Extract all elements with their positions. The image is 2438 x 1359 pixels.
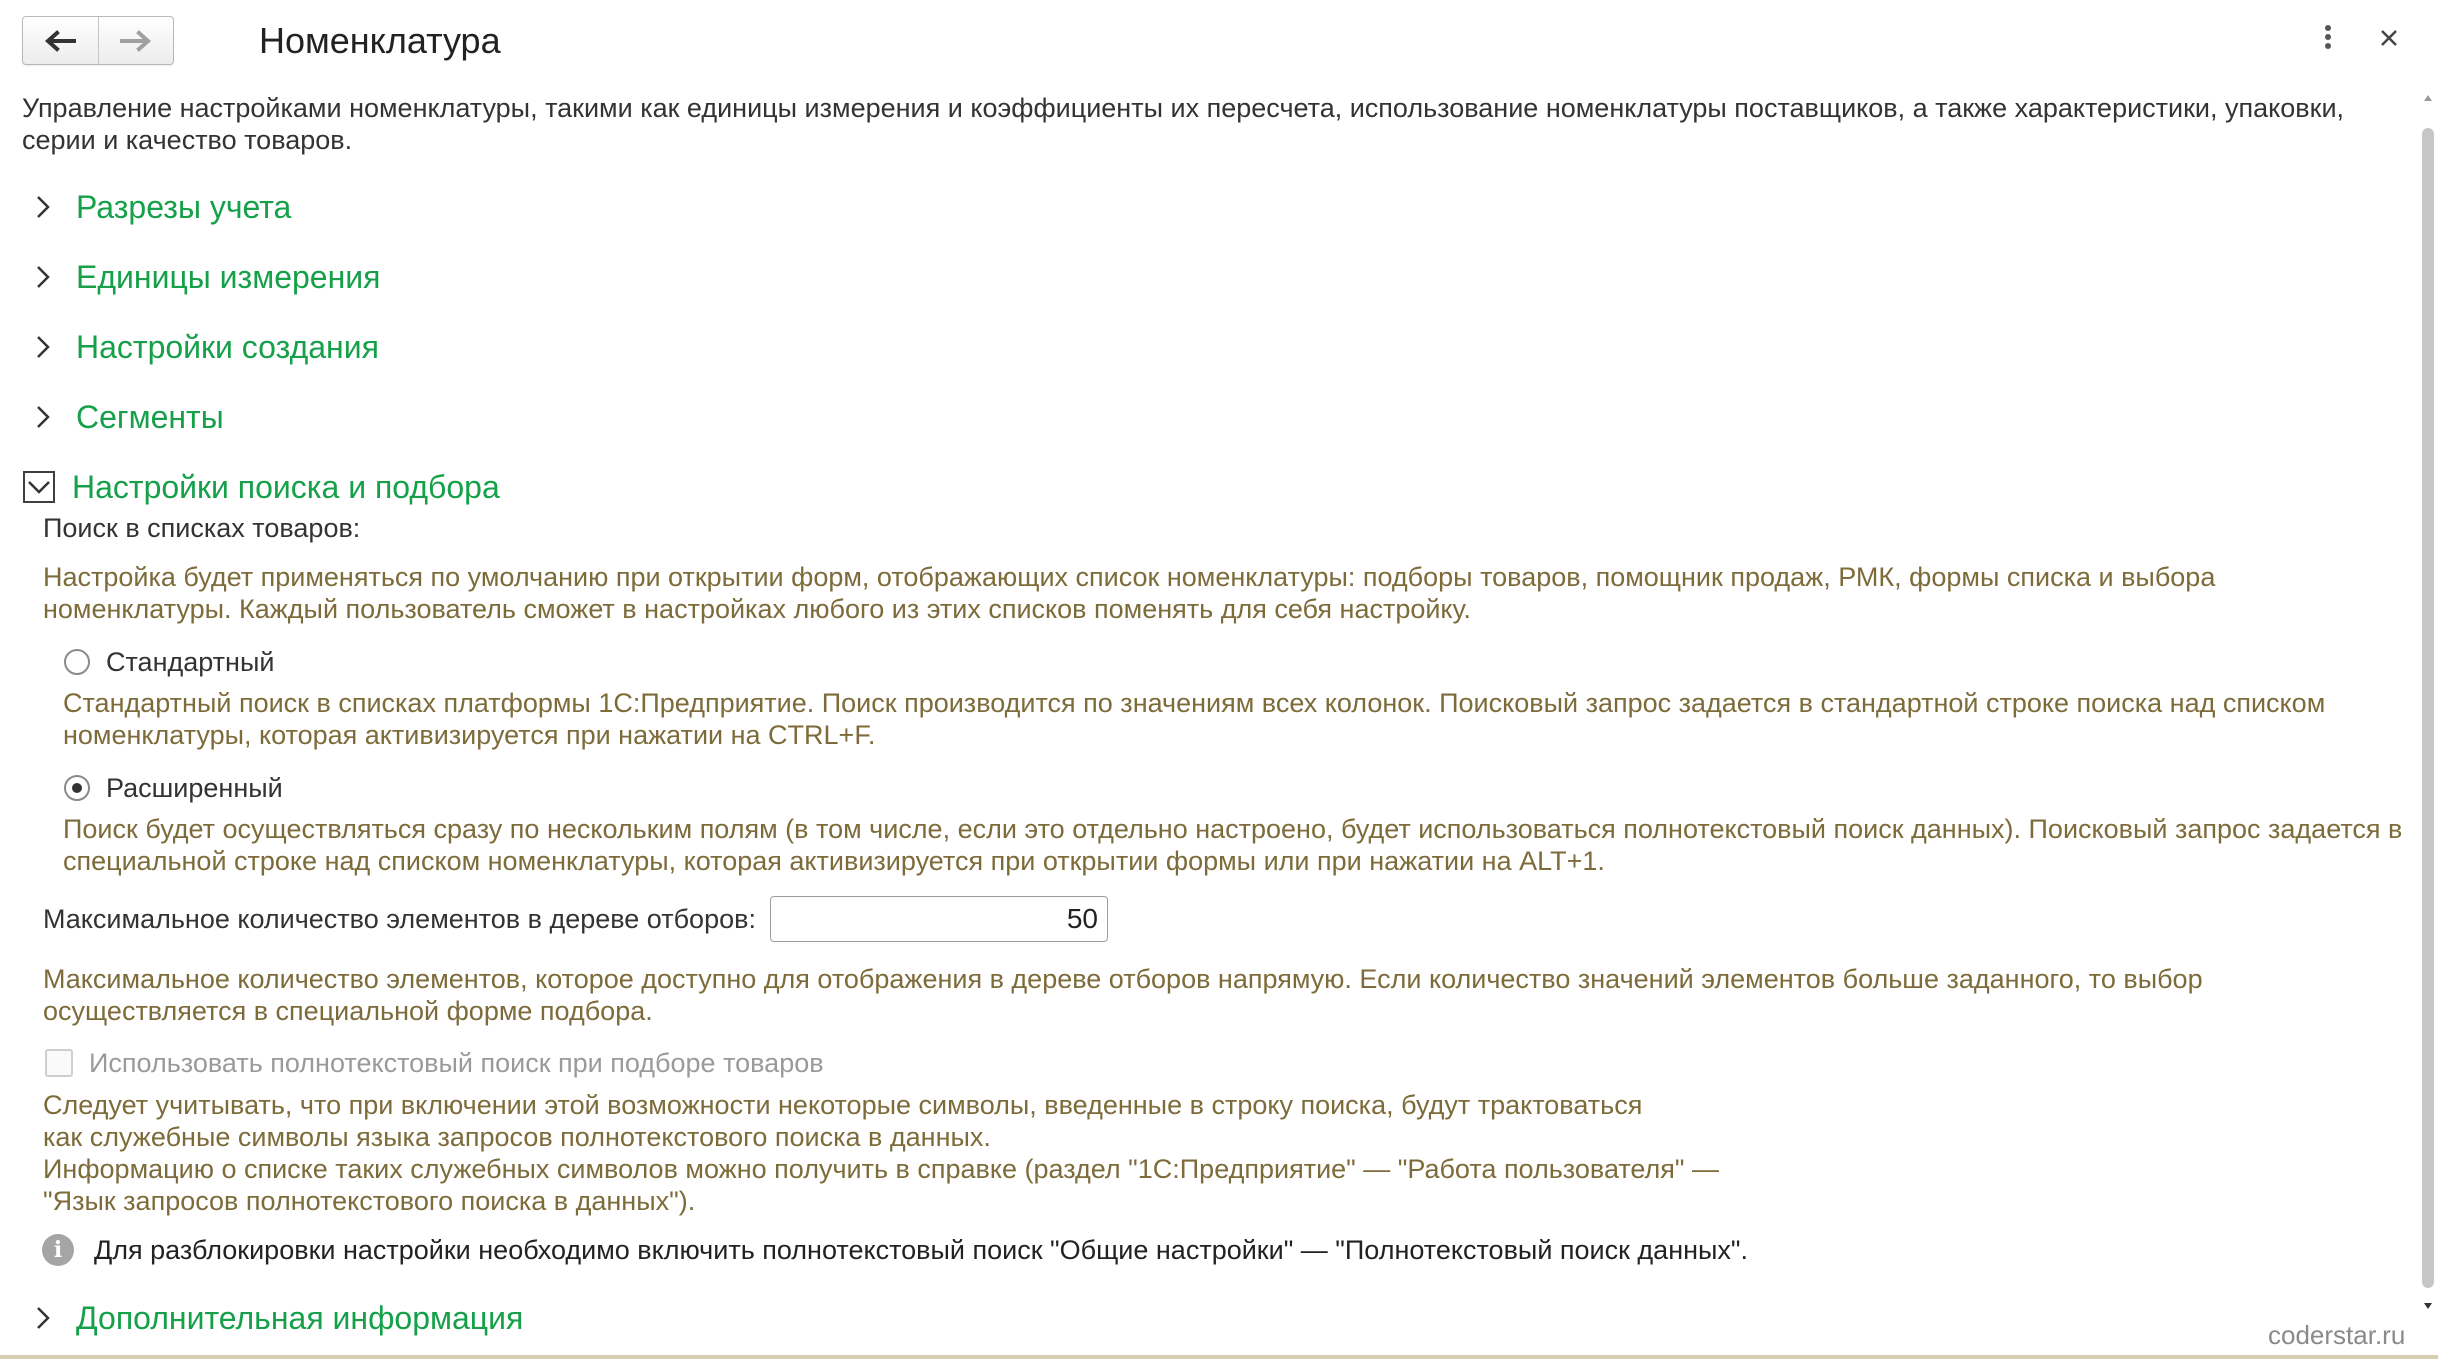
navigation-buttons bbox=[22, 16, 174, 65]
fulltext-note-line: как служебные символы языка запросов полнотекстового поиска в данных. bbox=[43, 1122, 991, 1152]
radio-standard[interactable] bbox=[64, 646, 274, 678]
close-icon bbox=[2376, 22, 2402, 52]
group-nastroyki-sozdaniya[interactable] bbox=[30, 325, 379, 369]
arrow-left-icon bbox=[44, 30, 76, 52]
radio-standard-note: Стандартный поиск в списках платформы 1С:Предприятие. Поиск производится по значениям всех колонок. Поисковый запрос задается в стандартной строке поиска над списком номенклатуры, которая активизируется при нажатии на CTRL+F. bbox=[63, 688, 2326, 750]
fulltext-note-line: Следует учитывать, что при включении этой возможности некоторые символы, введенные в строку поиска, будут трактоваться bbox=[43, 1090, 1643, 1120]
max-items-note: Максимальное количество элементов, которое доступно для отображения в дереве отборов напрямую. Если количество значений элементов больше заданного, то выбор осуществляется в специальной форме подбора. bbox=[43, 964, 2203, 1026]
info-icon: i bbox=[42, 1234, 74, 1266]
scroll-down-icon[interactable] bbox=[2422, 1300, 2434, 1312]
group-label: Настройки создания bbox=[76, 328, 379, 365]
window-title: Номенклатура bbox=[259, 20, 501, 61]
group-razrezy-ucheta[interactable] bbox=[30, 185, 291, 229]
fulltext-note-line: "Язык запросов полнотекстового поиска в данных"). bbox=[43, 1186, 696, 1216]
max-items-input[interactable]: 50 bbox=[770, 896, 1108, 942]
back-button[interactable] bbox=[23, 17, 98, 64]
info-text: Для разблокировки настройки необходимо включить полнотекстовый поиск "Общие настройки" — "Полнотекстовый поиск данных". bbox=[94, 1235, 1749, 1265]
radio-standard-label: Стандартный bbox=[106, 647, 275, 677]
watermark: coderstar.ru bbox=[2268, 1320, 2406, 1350]
chevron-down-icon bbox=[23, 471, 55, 503]
bottom-border bbox=[0, 1355, 2438, 1359]
close-button[interactable] bbox=[2376, 22, 2402, 52]
group-nastroyki-poiska[interactable] bbox=[30, 465, 500, 509]
more-button[interactable] bbox=[2318, 22, 2338, 52]
group-label: Настройки поиска и подбора bbox=[72, 468, 500, 505]
arrow-right-icon bbox=[120, 30, 152, 52]
group-dopolnitelnaya-informaciya[interactable] bbox=[30, 1296, 523, 1340]
group-segmenty[interactable] bbox=[30, 395, 224, 439]
form-description: Управление настройками номенклатуры, такими как единицы измерения и коэффициенты их пересчета, использование номенклатуры поставщиков, а также характеристики, упаковки, серии и качество товаров. bbox=[22, 93, 2345, 155]
search-note: Настройка будет применяться по умолчанию при открытии форм, отображающих список номенклатуры: подборы товаров, помощник продаж, РМК, формы списка и выбора номенклатуры. Каждый пользователь сможет в настройках любого из этих списков поменять для себя настройку. bbox=[43, 562, 2216, 624]
radio-extended[interactable] bbox=[64, 772, 283, 804]
chevron-right-icon bbox=[30, 1305, 56, 1331]
info-message bbox=[42, 1234, 1748, 1266]
max-items-label: Максимальное количество элементов в дереве отборов: bbox=[43, 904, 756, 934]
chevron-right-icon bbox=[30, 264, 56, 290]
radio-button-selected[interactable] bbox=[64, 775, 90, 801]
group-label: Разрезы учета bbox=[76, 188, 292, 225]
group-label: Единицы измерения bbox=[76, 258, 381, 295]
group-edinicy-izmereniya[interactable] bbox=[30, 255, 380, 299]
fulltext-checkbox-label: Использовать полнотекстовый поиск при подборе товаров bbox=[89, 1048, 824, 1078]
scrollbar-thumb[interactable] bbox=[2422, 128, 2434, 1288]
radio-dot-icon bbox=[72, 783, 82, 793]
fulltext-note bbox=[43, 1089, 2383, 1217]
radio-button-unselected[interactable] bbox=[64, 649, 90, 675]
group-label: Дополнительная информация bbox=[76, 1299, 524, 1336]
group-label: Сегменты bbox=[76, 398, 224, 435]
fulltext-note-line: Информацию о списке таких служебных символов можно получить в справке (раздел "1С:Предприятие" — "Работа пользователя" — bbox=[43, 1154, 1720, 1184]
search-caption: Поиск в списках товаров: bbox=[43, 513, 361, 543]
more-vertical-icon bbox=[2318, 22, 2338, 52]
scroll-up-icon[interactable] bbox=[2422, 92, 2434, 104]
forward-button[interactable] bbox=[98, 17, 174, 64]
chevron-right-icon bbox=[30, 334, 56, 360]
radio-extended-label: Расширенный bbox=[106, 773, 283, 803]
fulltext-checkbox[interactable] bbox=[45, 1049, 73, 1077]
fulltext-checkbox-row[interactable] bbox=[45, 1047, 824, 1079]
chevron-right-icon bbox=[30, 404, 56, 430]
chevron-right-icon bbox=[30, 194, 56, 220]
radio-extended-note: Поиск будет осуществляться сразу по нескольким полям (в том числе, если это отдельно настроено, будет использоваться полнотекстовый поиск данных). Поисковый запрос задается в специальной строке над списком номенклатуры, которая активизируется при открытии формы или при нажатии на ALT+1. bbox=[63, 814, 2403, 876]
